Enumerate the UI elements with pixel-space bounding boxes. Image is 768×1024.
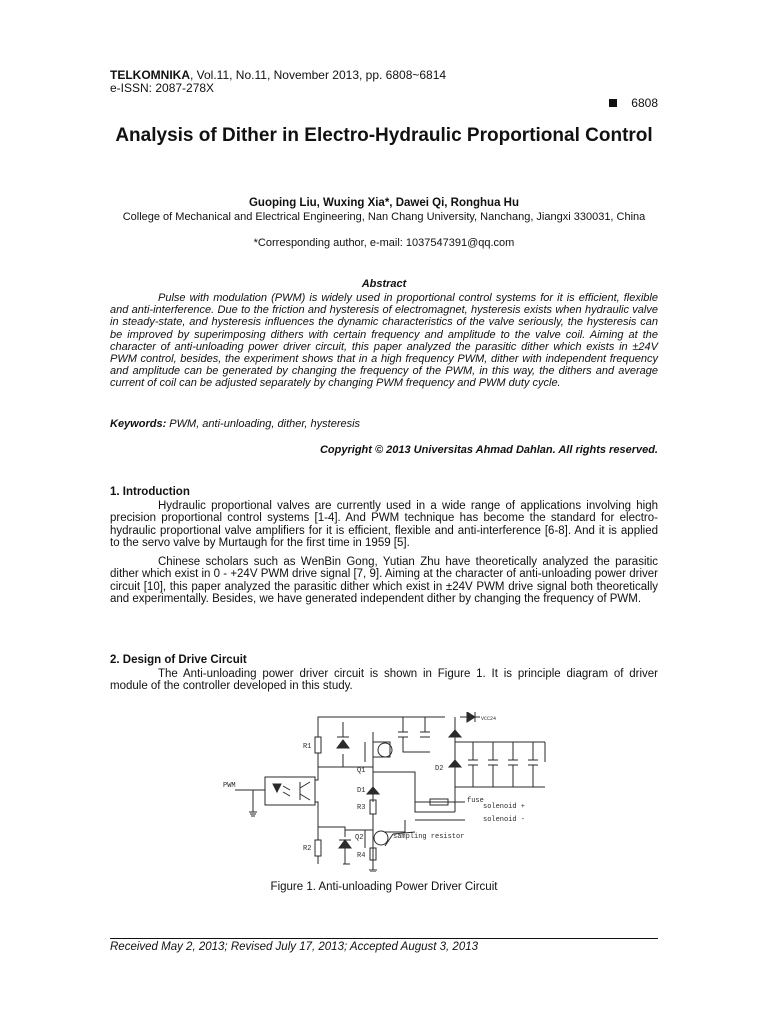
received-dates: Received May 2, 2013; Revised July 17, 2013; Accepted August 3, 2013 xyxy=(110,941,479,953)
footer-divider xyxy=(110,938,658,939)
label-d1: D1 xyxy=(357,787,366,795)
issn: e-ISSN: 2087-278X xyxy=(110,81,215,95)
label-solenoid-plus: solenoid + xyxy=(483,803,526,811)
r3-resistor xyxy=(370,800,376,814)
intro-paragraph-2: Chinese scholars such as WenBin Gong, Yutian Zhu have theoretically analyzed the parasitic dither which exist in 0 - +24V PWM drive signal [7, 9]. Aiming at the character of anti-unloading power driver circuit [10], this paper analyzed the parasitic dither which exist in ±24V PWM drive signal both theoretically and experimentally. Besides, we have generated independent dither by changing the frequency of PWM. xyxy=(110,556,658,606)
authors: Guoping Liu, Wuxing Xia*, Dawei Qi, Ronghua Hu xyxy=(248,197,520,209)
square-bullet-icon xyxy=(609,99,617,107)
intro-paragraph-1: Hydraulic proportional valves are currently used in a wide range of applications involving high precision proportional control systems [1-4]. And PWM technique has become the standard for electro-hydraulic proportional valve amplifiers for it is efficient, flexible and anti-interference [6-8]. And it is applied to the servo valve by Murtaugh for the first time in 1959 [5]. xyxy=(110,500,658,550)
corresponding-author: *Corresponding author, e-mail: 1037547391@qq.com xyxy=(253,237,515,249)
label-sampling-resistor: sampling resistor xyxy=(393,833,465,841)
affiliation: College of Mechanical and Electrical Engineering, Nan Chang University, Nanchang, Jiangxi 330031, China xyxy=(122,211,646,223)
label-r4: R4 xyxy=(357,852,366,860)
section-heading-design: 2. Design of Drive Circuit xyxy=(110,654,247,666)
citation-text: , Vol.11, No.11, November 2013, pp. 6808~6814 xyxy=(190,68,447,82)
abstract-text: Pulse with modulation (PWM) is widely used in proportional control systems for it is efficient, flexible and anti-interference. Due to the friction and hysteresis of electromagnet, hysteresis exists when hydraulic valve in steady-state, and hysteresis influences the dynamic characteristics of the valve seriously, the hysteresis can be improved by superimposing dithers with certain frequency and amplitude to the valve coil. Aiming at the character of anti-unloading power driver circuit, this paper analyzed the parasitic dither which exists in ±24V PWM control, besides, the experiment shows that in a high frequency PWM, dither with independent frequency and amplitude can be generated by changing the frequency of the PWM, in this way, the dithers and average current of coil can be adjusted separately by changing PWM frequency and PWM duty cycle. xyxy=(110,292,658,390)
page-number xyxy=(609,96,658,110)
paper-title: Analysis of Dither in Electro-Hydraulic Proportional Control xyxy=(115,125,653,146)
label-q2: Q2 xyxy=(355,834,364,842)
label-fuse: fuse xyxy=(467,797,484,805)
keywords xyxy=(110,418,658,430)
keywords-label: Keywords: xyxy=(110,418,167,430)
label-vcc: VCC24 xyxy=(481,716,497,722)
label-r3: R3 xyxy=(357,804,366,812)
label-d2: D2 xyxy=(435,765,444,773)
label-r2: R2 xyxy=(303,845,312,853)
r1-resistor xyxy=(315,737,321,753)
label-r1: R1 xyxy=(303,743,312,751)
section-heading-introduction: 1. Introduction xyxy=(110,486,190,498)
journal-citation xyxy=(110,68,446,82)
figure-caption: Figure 1. Anti-unloading Power Driver Circuit xyxy=(270,881,498,893)
label-q1: Q1 xyxy=(357,767,366,775)
copyright: Copyright © 2013 Universitas Ahmad Dahlan. All rights reserved. xyxy=(319,444,658,456)
abstract-heading: Abstract xyxy=(361,278,407,290)
page-number-text: 6808 xyxy=(631,96,658,110)
design-paragraph-1: The Anti-unloading power driver circuit is shown in Figure 1. It is principle diagram of driver module of the controller developed in this study. xyxy=(110,668,658,693)
r2-resistor xyxy=(315,840,321,856)
journal-name: TELKOMNIKA xyxy=(110,68,190,82)
keywords-text: PWM, anti-unloading, dither, hysteresis xyxy=(166,418,361,430)
label-solenoid-minus: solenoid - xyxy=(483,816,526,824)
circuit-diagram xyxy=(215,712,555,872)
label-pwm: PWM xyxy=(223,782,236,790)
